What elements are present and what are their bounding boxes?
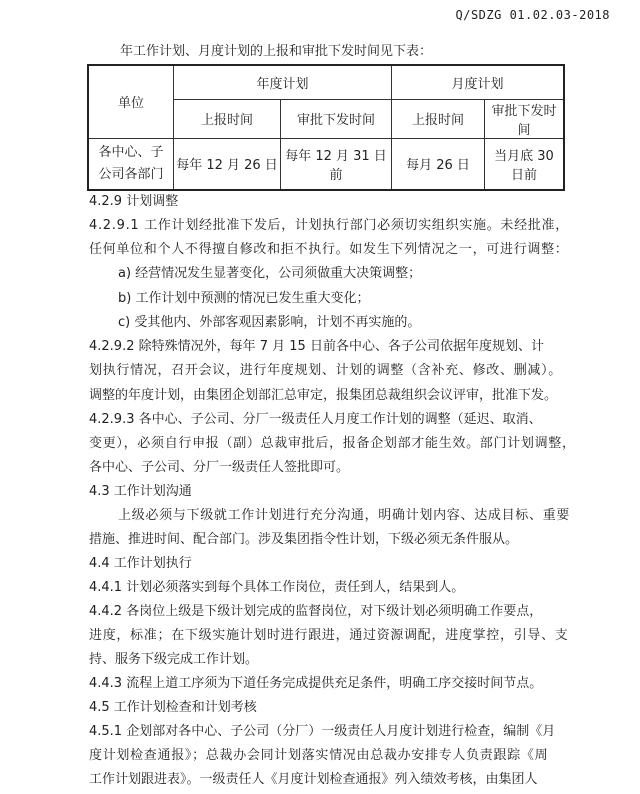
paragraph-line: 4.4.1 计划必须落实到每个具体工作岗位，责任到人，结果到人。	[89, 580, 465, 595]
header-annual-plan: 年度计划	[174, 65, 392, 99]
cell-monthly-approval: 当月底 30 日前	[485, 138, 565, 190]
cell-unit-line2: 公司各部门	[98, 166, 164, 182]
cell-unit-line1: 各中心、子	[98, 144, 164, 160]
paragraph-line: 4.2.9.2 除特殊情况外，每年 7 月 15 日前各中心、各子公司依据年度规划、计	[89, 339, 544, 354]
cell-annual-approval: 每年 12 月 31 日前	[281, 138, 392, 190]
paragraph-line: 4.2.9.1 工作计划经批准下发后，计划执行部门必须切实组织实施。未经批准，	[89, 218, 569, 233]
paragraph-line: 4.2.9.3 各中心、子公司、分厂一级责任人月度工作计划的调整（延迟、取消、	[89, 412, 542, 427]
paragraph-line: 上级必须与下级就工作计划进行充分沟通，明确计划内容、达成目标、重要	[118, 508, 571, 523]
cell-annual-report: 每年 12 月 26 日	[174, 138, 281, 190]
list-item-c: c) 受其他内、外部客观因素影响，计划不再实施的。	[118, 315, 421, 330]
list-item-b: b) 工作计划中预测的情况已发生重大变化；	[118, 291, 370, 306]
paragraph-line: 工作计划跟进表》。一级责任人《月度计划检查通报》列入绩效考核，由集团人	[89, 772, 538, 787]
paragraph-line: 4.5.1 企划部对各中心、子公司（分厂）一级责任人月度计划进行检查，编制《月	[89, 724, 556, 739]
paragraph-line: 4.4.2 各岗位上级是下级计划完成的监督岗位，对下级计划必须明确工作要点，	[89, 604, 543, 619]
document-number: Q/SDZG 01.02.03-2018	[455, 8, 610, 22]
header-monthly-plan: 月度计划	[392, 65, 565, 99]
list-item-a: a) 经营情况发生显著变化，公司须做重大决策调整；	[118, 266, 422, 281]
header-monthly-report-time: 上报时间	[392, 99, 485, 138]
header-annual-approval-time: 审批下发时间	[281, 99, 392, 138]
section-heading-4-2-9: 4.2.9 计划调整	[89, 194, 179, 209]
paragraph-line: 4.4.3 流程上道工序须为下道任务完成提供充足条件，明确工序交接时间节点。	[89, 676, 543, 691]
paragraph-line: 任何单位和个人不得擅自修改和拒不执行。如发生下列情况之一，可进行调整：	[89, 242, 569, 257]
cell-unit	[88, 138, 174, 190]
paragraph-line: 度计划检查通报》；总裁办会同计划落实情况由总裁办安排专人负责跟踪《周	[89, 748, 549, 763]
paragraph-line: 措施、推进时间、配合部门。涉及集团指令性计划，下级必须无条件服从。	[89, 532, 519, 547]
section-heading-4-5: 4.5 工作计划检查和计划考核	[89, 700, 257, 715]
paragraph-line: 划执行情况，召开会议，进行年度规划、计划的调整（含补充、修改、删减）。	[89, 363, 563, 378]
section-heading-4-4: 4.4 工作计划执行	[89, 556, 192, 571]
header-monthly-approval-time: 审批下发时间	[485, 99, 565, 138]
schedule-table	[87, 64, 565, 191]
table-intro-text: 年工作计划、月度计划的上报和审批下发时间见下表：	[120, 44, 433, 59]
header-annual-report-time: 上报时间	[174, 99, 281, 138]
paragraph-line: 变更），必须自行申报（副）总裁审批后，报备企划部才能生效。部门计划调整，	[89, 436, 576, 451]
paragraph-line: 各中心、子公司、分厂一级责任人签批即可。	[89, 460, 350, 475]
paragraph-line: 进度，标准；在下级实施计划时进行跟进，通过资源调配，进度掌控，引导、支	[89, 628, 569, 643]
paragraph-line: 调整的年度计划，由集团企划部汇总审定，报集团总裁组织会议评审，批准下发。	[89, 388, 558, 403]
section-heading-4-3: 4.3 工作计划沟通	[89, 484, 192, 499]
header-unit: 单位	[88, 65, 174, 138]
cell-monthly-report: 每月 26 日	[392, 138, 485, 190]
paragraph-line: 持、服务下级完成工作计划。	[89, 652, 259, 667]
